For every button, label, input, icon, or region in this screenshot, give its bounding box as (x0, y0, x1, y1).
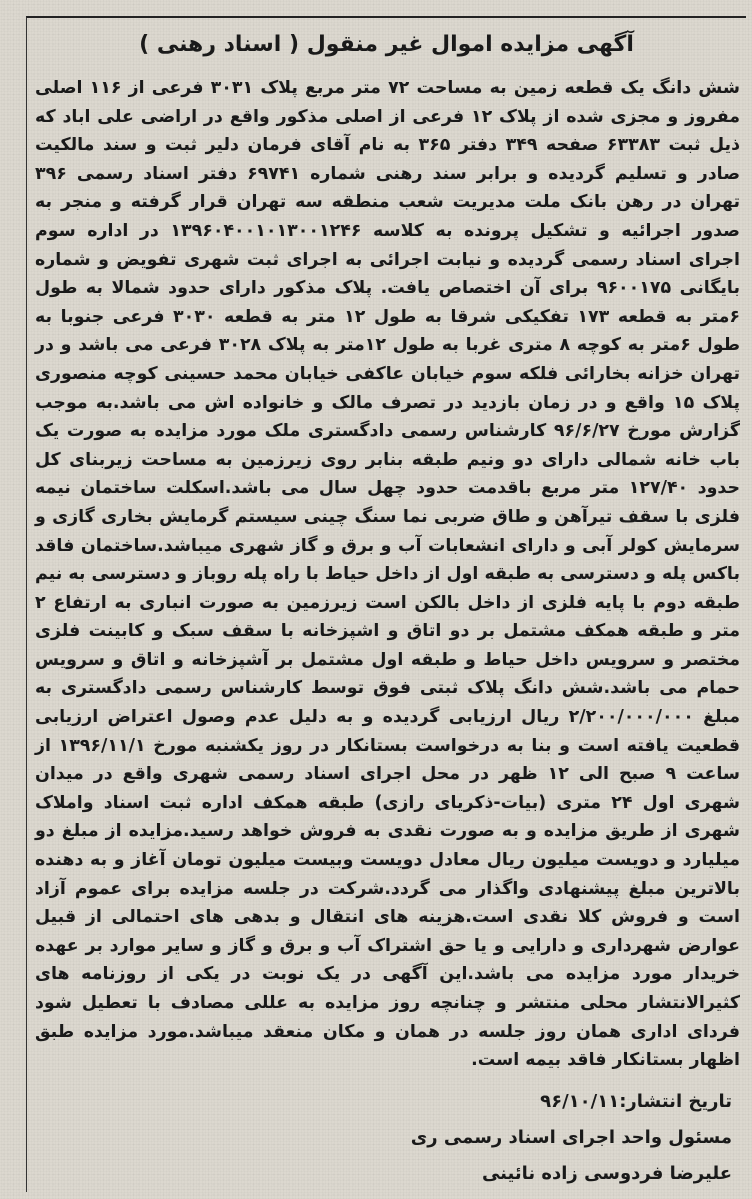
issuer-title: مسئول واحد اجرای اسناد رسمی ری (410, 1127, 732, 1148)
notice-title: آگهی مزایده اموال غیر منقول ( اسناد رهنی ) (139, 32, 634, 57)
notice-footer (411, 1084, 732, 1192)
notice-body: شش دانگ یک قطعه زمین به مساحت ۷۲ متر مربع پلاک ۳۰۳۱ فرعی از ۱۱۶ اصلی مفروز و مجزی شده از پلاک ۱۲ فرعی از اصلی مذکور واقع در اراضی علی اباد که ذیل ثبت ۶۳۳۸۳ صفحه ۳۴۹ دفتر ۳۶۵ به نام آقای فرمان دلیر ثبت و سند مالکیت صادر و تسلیم گردیده و برابر سند رهنی شماره ۶۹۷۴۱ دفتر اسناد رسمی ۳۹۶ تهران در رهن بانک ملت مدیریت شعب منطقه سه تهران قرار گرفته و منجر به صدور اجرائیه و تشکیل پرونده به کلاسه ۱۳۹۶۰۴۰۰۱۰۱۳۰۰۱۲۴۶ در اداره سوم اجرای اسناد رسمی گردیده و نیابت اجرائی به اجرای ثبت شهری تفویض و شماره بایگانی ۹۶۰۰۱۷۵ برای آن اختصاص یافت. پلاک مذکور دارای حدود شمالا به طول ۶متر به قطعه ۱۷۳ تفکیکی شرقا به طول ۱۲ متر به قطعه ۳۰۳۰ فرعی جنوبا به طول ۶متر به کوچه ۸ متری غربا به طول ۱۲متر به پلاک ۳۰۲۸ فرعی می باشد و در تهران خزانه بخارائی فلکه سوم خیابان عاکفی خیابان محمد حسینی کوچه منصوری پلاک ۱۵ واقع و در زمان بازدید در تصرف مالک و خانواده اش می باشد.به موجب گزارش مورخ ۹۶/۶/۲۷ کارشناس رسمی دادگستری ملک مورد مزایده به صورت یک باب خانه شمالی دارای دو ونیم طبقه بنابر روی زیرزمین به مساحت زیربنای کل حدود ۱۲۷/۴۰ متر مربع باقدمت حدود چهل سال می باشد.اسکلت ساختمان نیمه فلزی با سقف تیرآهن و طاق ضربی نما سنگ چینی سیستم گرمایش بخاری گازی و سرمایش کولر آبی و دارای انشعابات آب و برق و گاز شهری میباشد.ساختمان فاقد باکس پله و دسترسی به طبقه اول از داخل حیاط با راه پله روباز و دسترسی به نیم طبقه دوم با پایه فلزی از داخل بالکن است زیرزمین به صورت انباری به ارتفاع ۲ متر و طبقه همکف مشتمل بر دو اتاق و اشپزخانه با سقف سبک و کابینت فلزی مختصر و سرویس داخل حیاط و طبقه اول مشتمل بر آشپزخانه و اتاق و سرویس حمام می باشد.شش دانگ پلاک ثبتی فوق توسط کارشناس رسمی دادگستری به مبلغ ۲/۲۰۰/۰۰۰/۰۰۰ ریال ارزیابی گردیده و به دلیل عدم وصول اعتراض ارزیابی قطعیت یافته است و بنا به درخواست بستانکار در روز یکشنبه مورخ ۱۳۹۶/۱۱/۱ از ساعت ۹ صبح الی ۱۲ ظهر در محل اجرای اسناد رسمی شهری واقع در میدان شهری اول ۲۴ متری (بیات-ذکریای رازی) طبقه همکف اداره ثبت اسناد واملاک شهری از طریق مزایده و به صورت نقدی به فروش خواهد رسید.مزایده از مبلغ دو میلیارد و دویست میلیون ریال معادل دویست وبیست میلیون تومان آغاز و به دهنده بالاترین مبلغ پیشنهادی واگذار می گردد.شرکت در جلسه مزایده برای عموم آزاد است و فروش کلا نقدی است.هزینه های انتقال و بدهی های احتمالی از قبیل عوارض شهرداری و دارایی و یا حق اشتراک آب و برق و گاز و سایر موارد بر عهده خریدار مورد مزایده می باشد.این آگهی در یک نوبت در یکی از روزنامه های کثیرالانتشار محلی منتشر و چنانچه روز مزایده به عللی مصادف با تعطیل شود فردای اداری همان روز جلسه در همان و مکان منعقد میباشد.مورد مزایده طبق اظهار بستانکار فاقد بیمه است. (35, 78, 741, 1071)
notice-frame (26, 16, 746, 1192)
publish-date: تاریخ انتشار:۹۶/۱۰/۱۱ (540, 1091, 732, 1112)
issuer-name: علیرضا فردوسی زاده نائینی (481, 1163, 732, 1184)
